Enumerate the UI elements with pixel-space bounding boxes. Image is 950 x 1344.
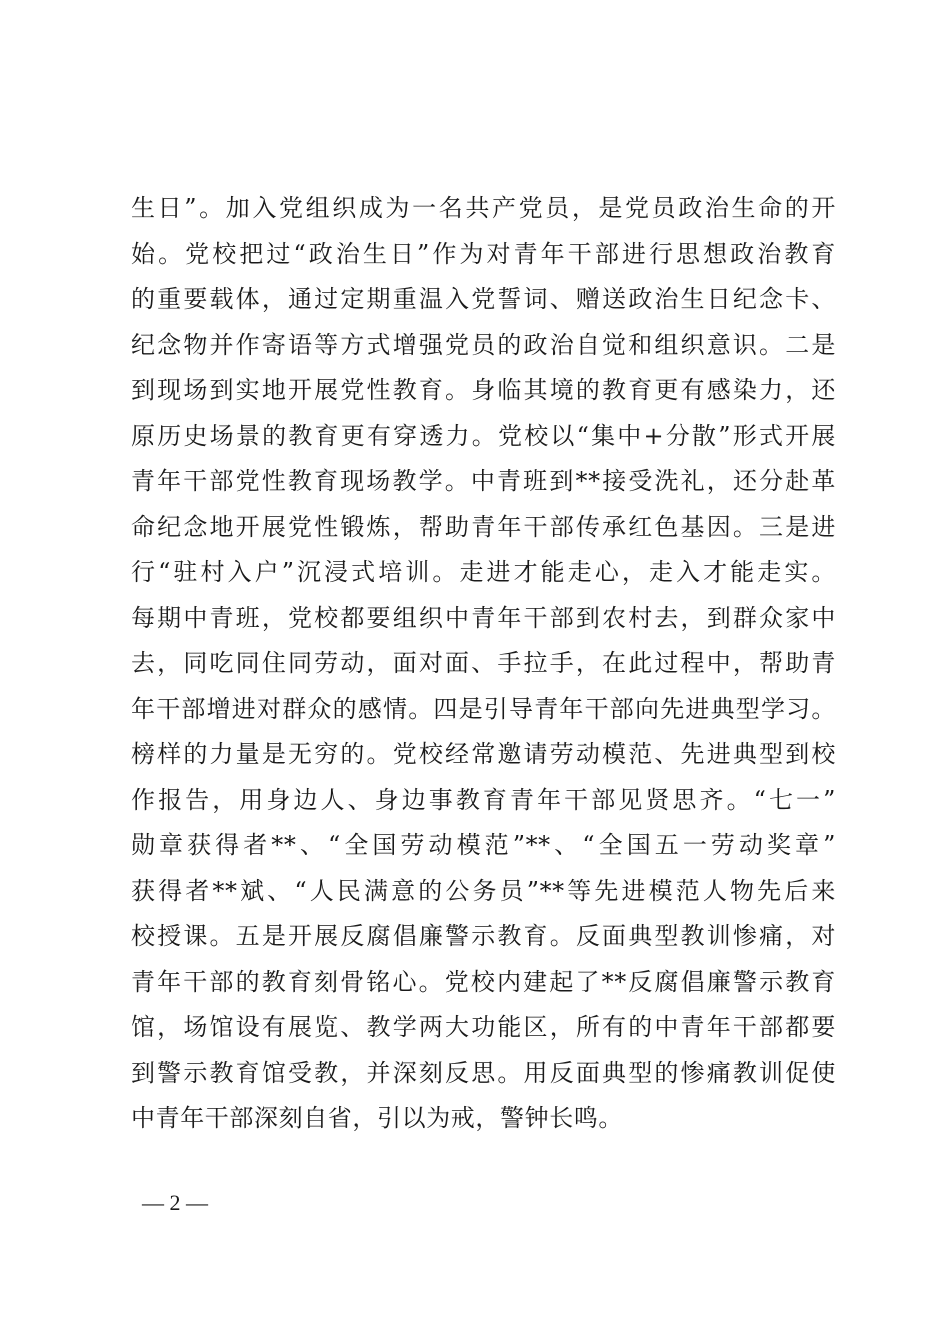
- text-line: 勋章获得者**、“全国劳动模范”**、“全国五一劳动奖章”: [131, 831, 836, 859]
- text-line: 中青年干部深刻自省，引以为戒，警钟长鸣。: [131, 1104, 623, 1132]
- text-line: 到警示教育馆受教，并深刻反思。用反面典型的惨痛教训促使: [131, 1058, 836, 1087]
- text-line: 校授课。五是开展反腐倡廉警示教育。反面典型教训惨痛，对: [131, 922, 836, 950]
- text-line: 获得者**斌、“人民满意的公务员”**等先进模范人物先后来: [131, 876, 836, 905]
- text-line: 榜样的力量是无穷的。党校经常邀请劳动模范、先进典型到校: [131, 740, 836, 768]
- text-line: 青年干部党性教育现场教学。中青班到**接受洗礼，还分赴革: [131, 467, 836, 495]
- text-line: 作报告，用身边人、身边事教育青年干部见贤思齐。“七一”: [131, 785, 836, 814]
- text-line: 青年干部的教育刻骨铭心。党校内建起了**反腐倡廉警示教育: [131, 967, 836, 996]
- text-line: 命纪念地开展党性锻炼，帮助青年干部传承红色基因。三是进: [131, 512, 836, 541]
- page-number: — 2 —: [142, 1190, 208, 1215]
- text-line: 到现场到实地开展党性教育。身临其境的教育更有感染力，还: [131, 376, 836, 404]
- text-line: 生日”。加入党组织成为一名共产党员，是党员政治生命的开: [131, 194, 836, 222]
- text-line: 的重要载体，通过定期重温入党誓词、赠送政治生日纪念卡、: [131, 285, 836, 313]
- text-line: 去，同吃同住同劳动，面对面、手拉手，在此过程中，帮助青: [131, 649, 836, 677]
- text-line: 始。党校把过“政治生日”作为对青年干部进行思想政治教育: [131, 239, 836, 268]
- text-line: 原历史场景的教育更有穿透力。党校以“集中+分散”形式开展: [131, 421, 836, 450]
- text-line: 年干部增进对群众的感情。四是引导青年干部向先进典型学习。: [131, 694, 836, 723]
- body-paragraph: [131, 186, 836, 1142]
- text-line: 馆，场馆设有展览、教学两大功能区，所有的中青年干部都要: [131, 1013, 836, 1041]
- text-line: 纪念物并作寄语等方式增强党员的政治自觉和组织意识。二是: [131, 330, 836, 359]
- text-line: 每期中青班，党校都要组织中青年干部到农村去，到群众家中: [131, 603, 836, 632]
- text-line: 行“驻村入户”沉浸式培训。走进才能走心，走入才能走实。: [131, 558, 836, 586]
